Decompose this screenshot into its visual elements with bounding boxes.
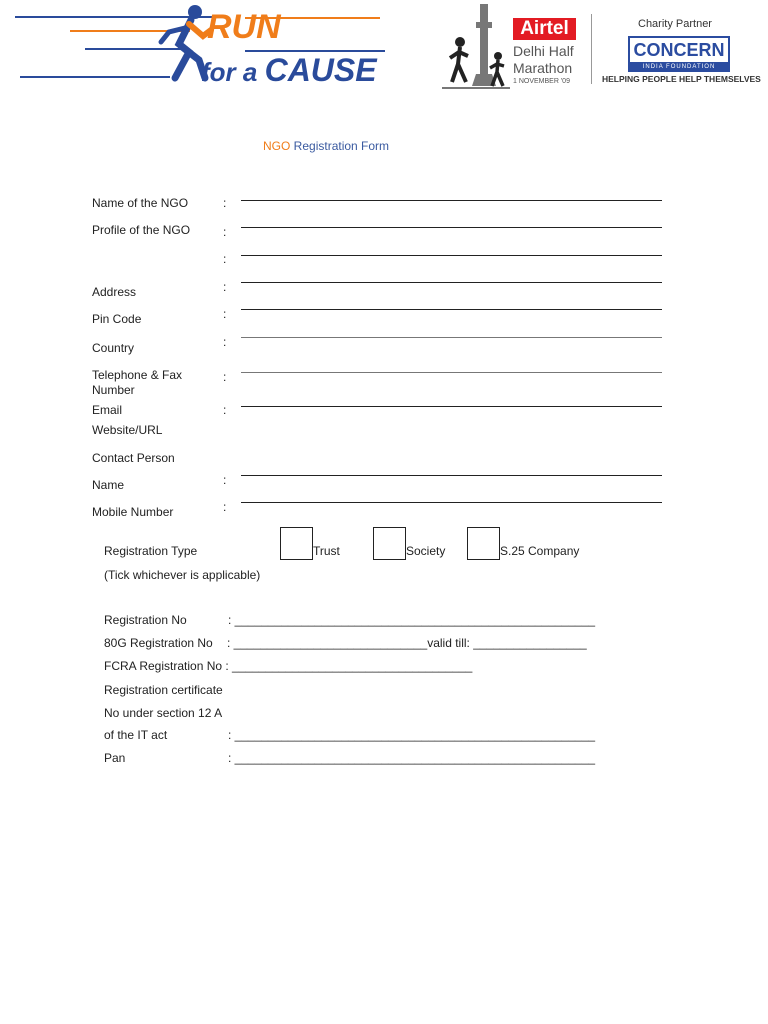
concern-sub: INDIA FOUNDATION: [628, 63, 730, 72]
label-telephone-2: Number: [92, 383, 135, 397]
label-cert-line3: of the IT act: [104, 728, 168, 742]
cause-word: CAUSE: [264, 52, 377, 88]
for-a-word: for a: [201, 57, 265, 87]
colon: :: [223, 370, 227, 384]
for-a-cause-text: [201, 52, 377, 89]
blank-80g[interactable]: : _____________________________valid till: _________________: [227, 636, 587, 650]
colon: :: [223, 225, 227, 239]
title-rest: Registration Form: [290, 139, 390, 153]
form-title: [263, 139, 389, 153]
colon: :: [223, 280, 227, 294]
label-registration-type: Registration Type: [104, 544, 198, 558]
field-line-address[interactable]: [241, 282, 662, 283]
marathon-line2: Marathon: [513, 60, 573, 76]
logo-divider: [591, 14, 592, 84]
option-s25-company: S.25 Company: [500, 544, 580, 558]
checkbox-s25-company[interactable]: [467, 527, 500, 560]
label-email: Email: [92, 403, 123, 417]
colon: :: [223, 196, 227, 210]
label-address: Address: [92, 285, 137, 299]
colon: :: [223, 335, 227, 349]
title-ngo: NGO: [263, 139, 291, 153]
label-80g: 80G Registration No: [104, 636, 213, 650]
blank-registration-no[interactable]: : ______________________________________________________: [228, 613, 596, 627]
label-pan: Pan: [104, 751, 126, 765]
checkbox-trust[interactable]: [280, 527, 313, 560]
colon: :: [223, 500, 227, 514]
concern-tagline: HELPING PEOPLE HELP THEMSELVES: [602, 74, 761, 84]
label-mobile: Mobile Number: [92, 505, 174, 519]
label-registration-no: Registration No: [104, 613, 187, 627]
concern-name: CONCERN: [628, 36, 730, 64]
label-cert-line1: Registration certificate: [104, 683, 223, 697]
field-line-profile-2[interactable]: [241, 255, 662, 256]
colon: :: [223, 307, 227, 321]
field-line-telephone[interactable]: [241, 372, 662, 373]
option-society: Society: [406, 544, 446, 558]
label-profile-of-ngo: Profile of the NGO: [92, 223, 191, 237]
option-trust: Trust: [313, 544, 340, 558]
colon: :: [223, 403, 227, 417]
concern-logo: [600, 14, 760, 90]
marathon-logo: [438, 2, 593, 90]
field-line-pin-code[interactable]: [241, 309, 662, 310]
tick-note: (Tick whichever is applicable): [104, 568, 261, 582]
airtel-logo: Airtel: [513, 18, 576, 40]
run-word: RUN: [207, 8, 281, 46]
label-country: Country: [92, 341, 135, 355]
marathon-date: 1 NOVEMBER '09: [513, 78, 570, 85]
label-name: Name: [92, 478, 125, 492]
blank-pan[interactable]: : ______________________________________________________: [228, 751, 596, 765]
label-name-of-ngo: Name of the NGO: [92, 196, 189, 210]
colon: :: [223, 252, 227, 266]
checkbox-society[interactable]: [373, 527, 406, 560]
field-line-email[interactable]: [241, 406, 662, 407]
tower-runners-icon: [438, 2, 513, 90]
field-line-name[interactable]: [241, 475, 662, 476]
field-line-mobile[interactable]: [241, 502, 662, 503]
label-telephone-1: Telephone & Fax: [92, 368, 183, 382]
field-line-country[interactable]: [241, 337, 662, 338]
charity-partner-label: Charity Partner: [638, 18, 712, 30]
label-website: Website/URL: [92, 423, 163, 437]
label-pin-code: Pin Code: [92, 312, 142, 326]
blank-cert[interactable]: : ______________________________________________________: [228, 728, 596, 742]
field-line-name-of-ngo[interactable]: [241, 200, 662, 201]
marathon-line1: Delhi Half: [513, 43, 574, 59]
label-contact-person: Contact Person: [92, 451, 175, 465]
run-for-a-cause-logo: [15, 0, 390, 95]
row-fcra[interactable]: FCRA Registration No : ____________________________________: [104, 659, 473, 673]
colon: :: [223, 473, 227, 487]
field-line-profile-1[interactable]: [241, 227, 662, 228]
label-cert-line2: No under section 12 A: [104, 706, 223, 720]
